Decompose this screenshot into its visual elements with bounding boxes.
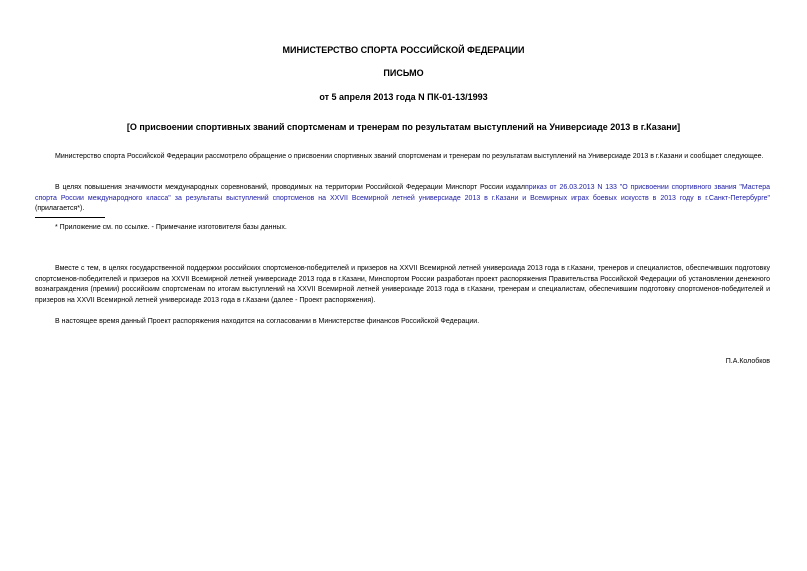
paragraph-order-attachment-note: (прилагается*). — [35, 205, 85, 212]
footnote: * Приложение см. по ссылке. - Примечание изготовителя базы данных. — [55, 224, 287, 231]
footnote-divider — [35, 217, 105, 218]
paragraph-state-support: Вместе с тем, в целях государственной поддержки российских спортсменов-победителей и призеров на XXVII Всемирной летней универсиада 2013 года в г.Казани, тренеров и специалистов, обеспечивших подготовку спортсменов-победителей и призеров на XXVII Всемирной летней универсиаде 2013 года в г.Казани, Минспортом России разработан проект распоряжения Правительства Российской Федерации об установлении денежного вознаграждения (премии) российским спортсменам по итогам выступлений на XXVII Всемирной летней универсиаде 2013 года в г.Казани, тренерам и специалистам, обеспечившим подготовку спортсменов-победителей и призеров на XXVII Всемирной летней универсиаде 2013 года в г.Казани (далее - Проект распоряжения). — [35, 265, 770, 304]
ministry-title: МИНИСТЕРСТВО СПОРТА РОССИЙСКОЙ ФЕДЕРАЦИИ — [282, 45, 525, 55]
paragraph-order-text: В целях повышения значимости международных соревнований, проводимых на территории Российской Федерации Минспорт России издал — [55, 184, 525, 191]
paragraph-current-status: В настоящее время данный Проект распоряжения находится на согласовании в Министерстве финансов Российской Федерации. — [55, 318, 480, 325]
signature: П.А.Колобков — [725, 358, 770, 365]
order-link[interactable]: приказ от 26.03.2013 N 133 "О присвоении спортивного звания "Мастера спорта России международного класса" за результаты выступлений спортсменов на XXVII Всемирной летней универсиаде 2013 в г.Казани и Всемирных играх боевых искусств в 2013 году в г.Санкт-Петербурге" — [35, 184, 770, 202]
paragraph-intro: Министерство спорта Российской Федерации рассмотрело обращение о присвоении спортивных званий спортсменам и тренерам по результатам выступлений на Универсиаде 2013 в г.Казани и сообщает следующее. — [55, 153, 764, 160]
document-subject: [О присвоении спортивных званий спортсменам и тренерам по результатам выступлений на Универсиаде 2013 в г.Казани] — [126, 122, 681, 132]
paragraph-order — [35, 183, 770, 215]
document-date-number: от 5 апреля 2013 года N ПК-01-13/1993 — [319, 92, 488, 102]
document-type: ПИСЬМО — [383, 68, 424, 78]
